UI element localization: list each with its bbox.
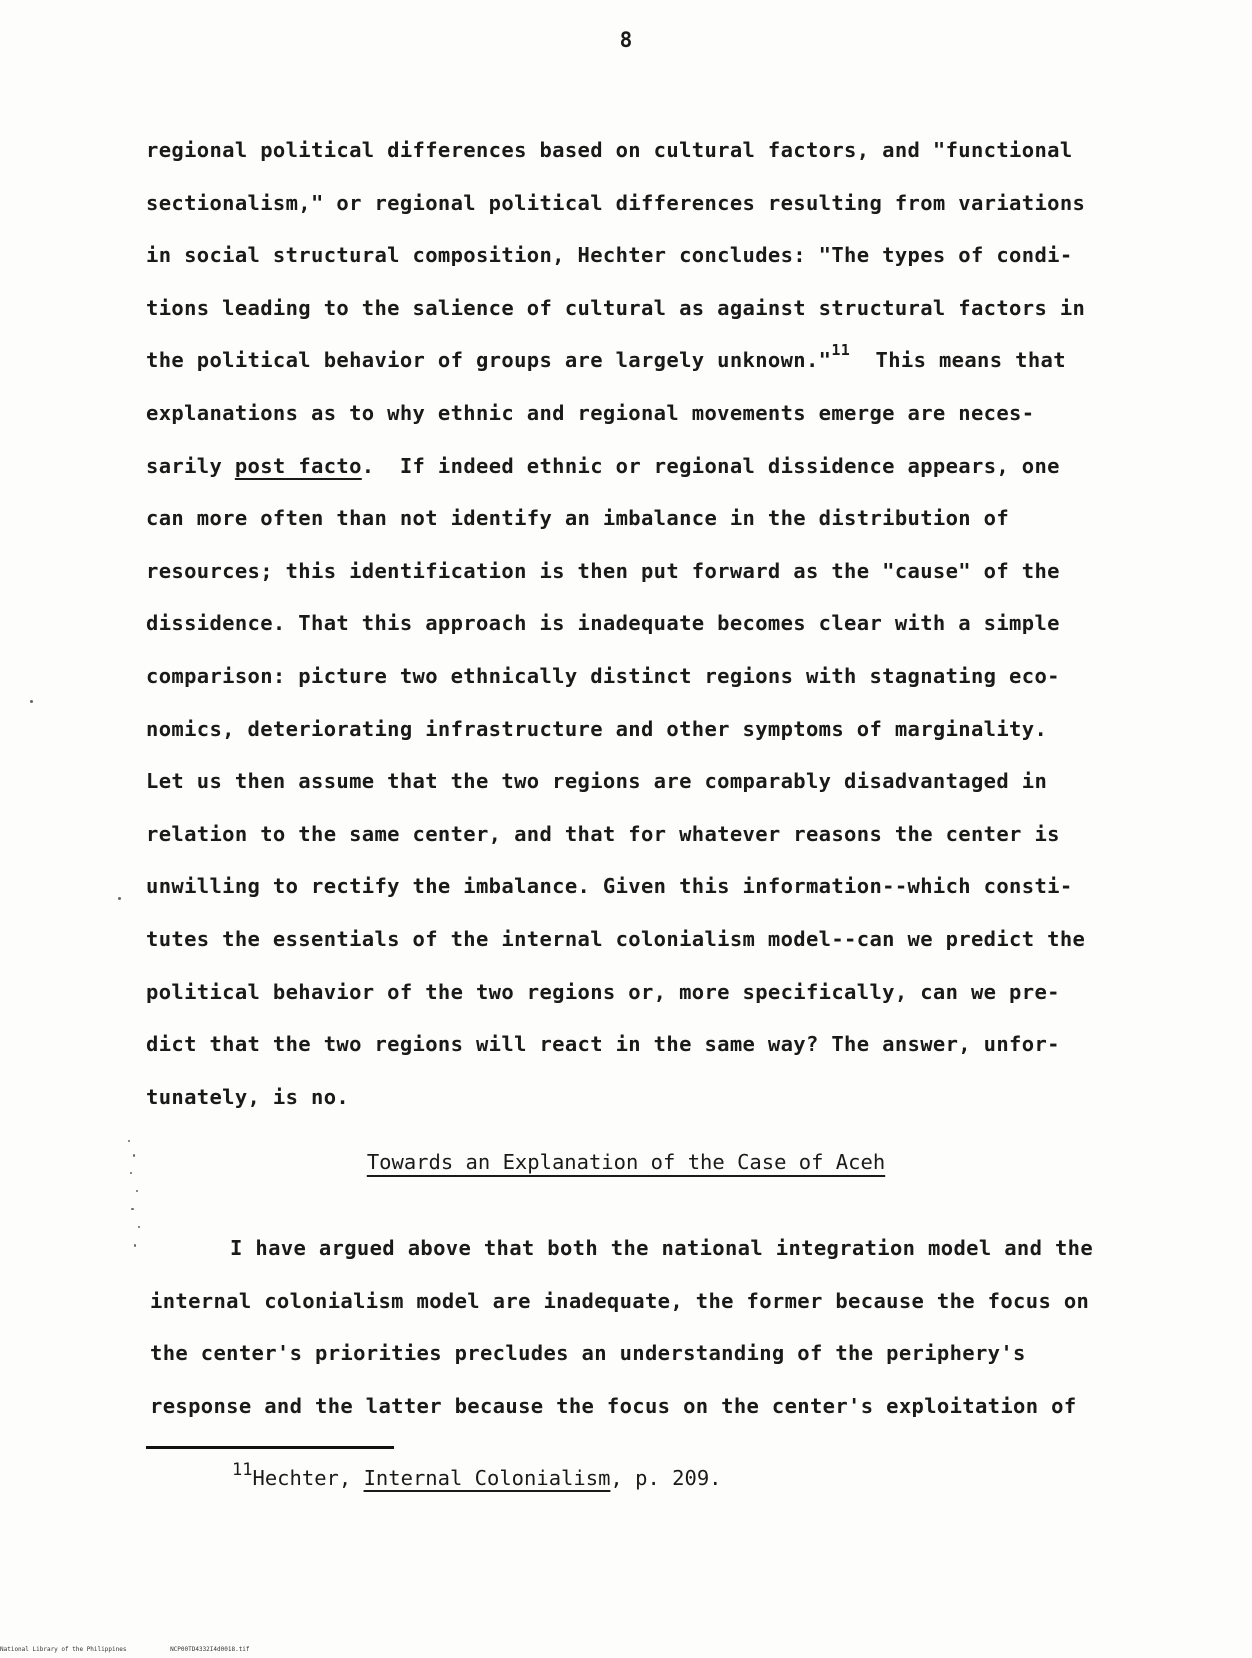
text-line: I have argued above that both the national integration model and the — [230, 1236, 1094, 1260]
underlined-phrase: post facto — [234, 453, 362, 478]
text-line: explanations as to why ethnic and regional movements emerge are neces- — [146, 400, 1035, 425]
scan-footer — [0, 1646, 250, 1653]
scan-margin-noise — [124, 1132, 146, 1262]
footnote-divider — [146, 1446, 394, 1449]
text-segment: This means that — [850, 348, 1066, 373]
text-line: regional political differences based on cultural factors, and "functional — [146, 138, 1073, 162]
text-line: nomics, deteriorating infrastructure and other symptoms of marginality. — [146, 716, 1048, 741]
text-line: in social structural composition, Hechter concludes: "The types of condi- — [146, 243, 1073, 268]
text-line: resources; this identification is then put forward as the "cause" of the — [146, 558, 1060, 583]
text-line: Let us then assume that the two regions are comparably disadvantaged in — [146, 769, 1048, 794]
section-heading-text: Towards an Explanation of the Case of Aceh — [366, 1150, 886, 1174]
text-line: comparison: picture two ethnically distinct regions with stagnating eco- — [146, 663, 1060, 688]
text-line: response and the latter because the focus on the center's exploitation of — [150, 1393, 1077, 1418]
text-line — [146, 440, 1136, 493]
text-line: can more often than not identify an imbalance in the distribution of — [146, 506, 1010, 531]
text-line: relation to the same center, and that for whatever reasons the center is — [146, 821, 1060, 846]
footnote-title: Internal Colonialism — [363, 1466, 611, 1490]
text-line: tutes the essentials of the internal colonialism model--can we predict the — [146, 926, 1086, 951]
scan-speck — [118, 897, 121, 900]
footnote-page: , p. 209. — [610, 1466, 722, 1490]
paragraph-2 — [150, 1222, 1140, 1432]
text-line: internal colonialism model are inadequate, the former because the focus on — [150, 1288, 1090, 1313]
scan-speck — [138, 1226, 140, 1228]
footnote-number: 11 — [232, 1460, 253, 1480]
section-heading — [0, 1150, 1252, 1174]
text-line: dissidence. That this approach is inadequate becomes clear with a simple — [146, 611, 1060, 636]
footnote-author: Hechter, — [252, 1466, 364, 1490]
scan-speck — [134, 1244, 136, 1247]
paragraph-1 — [146, 124, 1136, 1123]
scan-speck — [30, 700, 33, 703]
text-line: the center's priorities precludes an understanding of the periphery's — [150, 1341, 1026, 1366]
text-line: sectionalism," or regional political differences resulting from variations — [146, 190, 1086, 215]
footer-file-id: NCP00TD4332I4d0018.tif — [170, 1646, 250, 1653]
scan-speck — [131, 1208, 134, 1210]
text-line: tions leading to the salience of cultural as against structural factors in — [146, 295, 1086, 320]
footnote — [232, 1460, 722, 1490]
footer-library: National Library of the Philippines — [0, 1646, 127, 1653]
text-segment: the political behavior of groups are largely unknown." — [146, 348, 832, 373]
text-line — [146, 334, 1136, 387]
text-line: unwilling to rectify the imbalance. Given this information--which consti- — [146, 874, 1073, 899]
scan-speck — [130, 1172, 132, 1174]
scan-speck — [128, 1140, 130, 1142]
text-line: tunately, is no. — [146, 1084, 350, 1109]
text-line: dict that the two regions will react in the same way? The answer, unfor- — [146, 1032, 1060, 1057]
scan-speck — [133, 1154, 135, 1157]
scan-speck — [136, 1190, 138, 1192]
page-number: 8 — [619, 28, 633, 52]
text-segment: . If indeed ethnic or regional dissidence appears, one — [361, 453, 1060, 478]
text-line: political behavior of the two regions or, more specifically, can we pre- — [146, 979, 1060, 1004]
text-segment: sarily — [146, 453, 235, 478]
footnote-reference: 11 — [831, 341, 851, 360]
